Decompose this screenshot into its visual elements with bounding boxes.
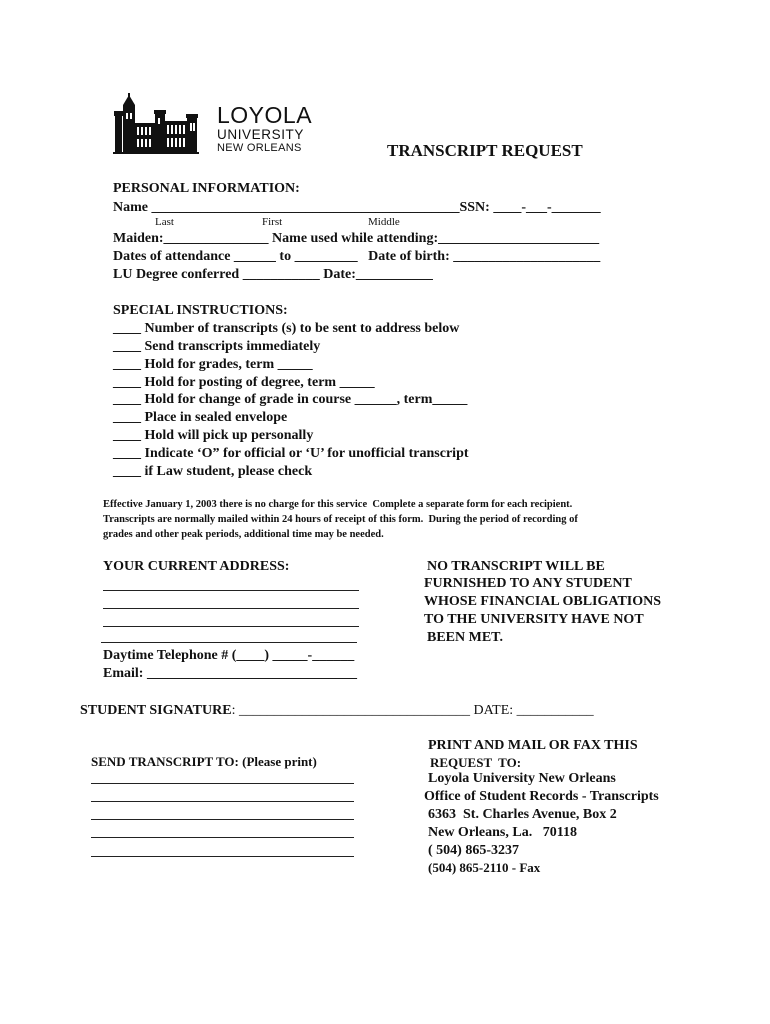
mail-line1: PRINT AND MAIL OR FAX THIS	[428, 738, 638, 753]
form-title: TRANSCRIPT REQUEST	[387, 141, 583, 160]
send-to-line-1[interactable]	[91, 783, 354, 784]
notice-line2: Transcripts are normally mailed within 24 hours of receipt of this form. During the period of recording of	[103, 514, 578, 525]
address-line-4[interactable]	[101, 642, 357, 643]
send-to-line-3[interactable]	[91, 819, 354, 820]
student-signature-field[interactable]	[80, 702, 594, 720]
logo-name-line2: UNIVERSITY	[217, 127, 305, 142]
instruction-item[interactable]: ____ Number of transcripts (s) to be sent to address below	[113, 321, 460, 336]
logo-name-line3: NEW ORLEANS	[217, 142, 302, 154]
mail-phone: ( 504) 865-3237	[428, 843, 519, 858]
instruction-item[interactable]: ____ Hold for posting of degree, term _____	[113, 375, 375, 390]
address-line-2[interactable]	[103, 608, 359, 609]
instruction-item[interactable]: ____ Send transcripts immediately	[113, 339, 321, 354]
notice-line3: grades and other peak periods, additional time may be needed.	[103, 529, 384, 540]
mail-fax: (504) 865-2110 - Fax	[428, 860, 541, 875]
warning-line3: WHOSE FINANCIAL OBLIGATIONS	[424, 594, 662, 609]
signature-date-line: : _________________________________ DATE: ___________	[231, 703, 594, 718]
instruction-item[interactable]: ____ Hold will pick up personally	[113, 428, 314, 443]
warning-line5: BEEN MET.	[427, 630, 503, 645]
sub-label-first: First	[262, 216, 283, 228]
send-to-line-2[interactable]	[91, 801, 354, 802]
mail-line5: 6363 St. Charles Avenue, Box 2	[428, 807, 617, 822]
name-ssn-field[interactable]: Name ____________________________________________SSN: ____-___-_______	[113, 200, 601, 215]
personal-info-heading: PERSONAL INFORMATION:	[113, 181, 300, 196]
mail-line2: REQUEST TO:	[430, 755, 522, 770]
warning-line1: NO TRANSCRIPT WILL BE	[427, 559, 605, 574]
logo-name-line1: LOYOLA	[217, 102, 313, 128]
sub-label-last: Last	[155, 216, 174, 228]
attendance-dob-field[interactable]: Dates of attendance ______ to _________ Date of birth: _____________________	[113, 249, 601, 264]
email-field[interactable]: Email: ______________________________	[103, 666, 357, 681]
university-logo	[113, 93, 313, 158]
send-to-line-5[interactable]	[91, 856, 354, 857]
address-line-3[interactable]	[103, 626, 359, 627]
mail-line3: Loyola University New Orleans	[428, 771, 616, 786]
instruction-item[interactable]: ____ Place in sealed envelope	[113, 410, 288, 425]
send-to-heading: SEND TRANSCRIPT TO: (Please print)	[91, 754, 317, 769]
degree-field[interactable]: LU Degree conferred ___________ Date:___________	[113, 267, 433, 282]
address-line-1[interactable]	[103, 590, 359, 591]
instruction-item[interactable]: ____ Hold for change of grade in course ______, term_____	[113, 392, 468, 407]
instruction-item[interactable]: ____ Hold for grades, term _____	[113, 357, 313, 372]
daytime-telephone-field[interactable]: Daytime Telephone # (____) _____-______	[103, 648, 355, 663]
notice-line1: Effective January 1, 2003 there is no charge for this service Complete a separate form for each recipient.	[103, 499, 573, 510]
warning-line4: TO THE UNIVERSITY HAVE NOT	[424, 612, 644, 627]
building-tower-icon	[113, 93, 213, 158]
signature-label: STUDENT SIGNATURE	[80, 703, 232, 718]
instruction-item[interactable]: ____ if Law student, please check	[113, 464, 313, 479]
instruction-item[interactable]: ____ Indicate ‘O” for official or ‘U’ for unofficial transcript	[113, 446, 469, 461]
address-heading: YOUR CURRENT ADDRESS:	[103, 559, 290, 574]
send-to-line-4[interactable]	[91, 837, 354, 838]
mail-line6: New Orleans, La. 70118	[428, 825, 577, 840]
warning-line2: FURNISHED TO ANY STUDENT	[424, 576, 632, 591]
sub-label-middle: Middle	[368, 216, 400, 228]
mail-line4: Office of Student Records - Transcripts	[424, 789, 659, 804]
maiden-name-field[interactable]: Maiden:_______________ Name used while attending:_______________________	[113, 231, 600, 246]
special-instructions-heading: SPECIAL INSTRUCTIONS:	[113, 303, 288, 318]
